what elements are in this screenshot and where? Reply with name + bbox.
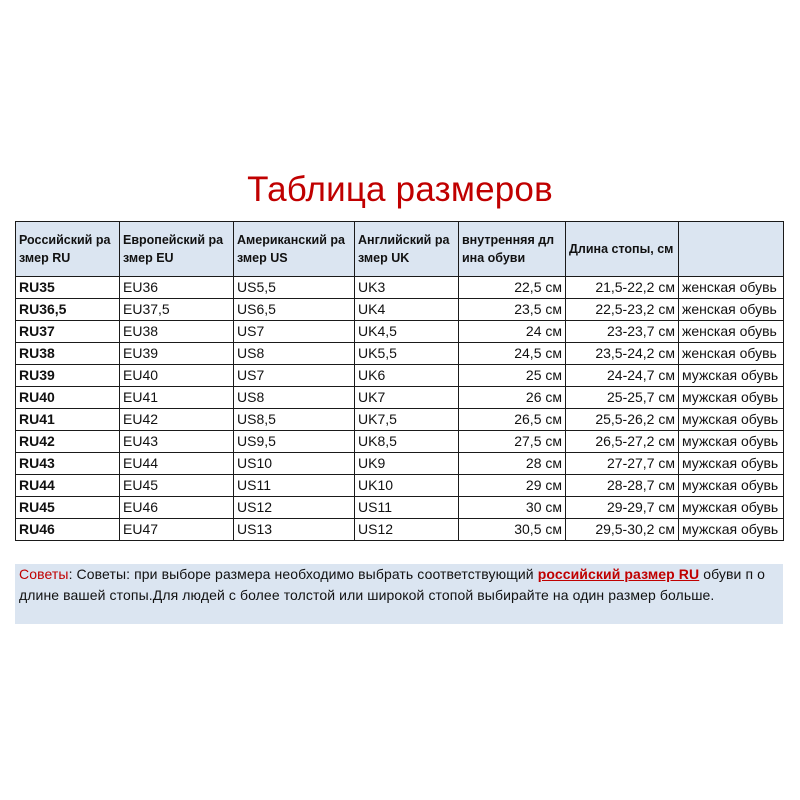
table-body (16, 277, 784, 541)
cell-shoe-type: женская обувь (679, 321, 784, 343)
cell-inner-length: 30,5 см (459, 519, 566, 541)
cell-us-size: US8 (234, 343, 355, 365)
cell-eu-size: EU47 (120, 519, 234, 541)
cell-eu-size: EU41 (120, 387, 234, 409)
cell-ru-size: RU36,5 (16, 299, 120, 321)
table-row (16, 365, 784, 387)
cell-uk-size: UK6 (355, 365, 459, 387)
cell-shoe-type: мужская обувь (679, 431, 784, 453)
cell-uk-size: US12 (355, 519, 459, 541)
tips-highlight: российский размер RU (537, 566, 700, 582)
cell-us-size: US13 (234, 519, 355, 541)
cell-uk-size: UK10 (355, 475, 459, 497)
cell-shoe-type: мужская обувь (679, 497, 784, 519)
table-row (16, 453, 784, 475)
cell-foot-length: 29,5-30,2 см (566, 519, 679, 541)
cell-uk-size: UK4 (355, 299, 459, 321)
cell-inner-length: 23,5 см (459, 299, 566, 321)
size-table (15, 221, 784, 541)
cell-foot-length: 22,5-23,2 см (566, 299, 679, 321)
cell-ru-size: RU38 (16, 343, 120, 365)
cell-foot-length: 23,5-24,2 см (566, 343, 679, 365)
cell-shoe-type: мужская обувь (679, 453, 784, 475)
page-title: Таблица размеров (247, 170, 553, 209)
cell-inner-length: 24,5 см (459, 343, 566, 365)
cell-us-size: US12 (234, 497, 355, 519)
cell-eu-size: EU40 (120, 365, 234, 387)
cell-uk-size: UK4,5 (355, 321, 459, 343)
cell-us-size: US11 (234, 475, 355, 497)
table-row (16, 519, 784, 541)
cell-ru-size: RU41 (16, 409, 120, 431)
header-foot-length: Длина стопы, см (566, 222, 679, 277)
cell-foot-length: 28-28,7 см (566, 475, 679, 497)
cell-shoe-type: мужская обувь (679, 387, 784, 409)
cell-eu-size: EU39 (120, 343, 234, 365)
cell-foot-length: 25,5-26,2 см (566, 409, 679, 431)
table-row (16, 343, 784, 365)
cell-ru-size: RU42 (16, 431, 120, 453)
table-row (16, 497, 784, 519)
cell-shoe-type: мужская обувь (679, 365, 784, 387)
cell-foot-length: 21,5-22,2 см (566, 277, 679, 299)
cell-eu-size: EU44 (120, 453, 234, 475)
cell-eu-size: EU45 (120, 475, 234, 497)
header-inner-length: внутренняя дл ина обуви (459, 222, 566, 277)
table-row (16, 321, 784, 343)
cell-us-size: US6,5 (234, 299, 355, 321)
cell-us-size: US10 (234, 453, 355, 475)
table-row (16, 277, 784, 299)
cell-ru-size: RU45 (16, 497, 120, 519)
cell-inner-length: 27,5 см (459, 431, 566, 453)
header-us-size: Американский ра змер US (234, 222, 355, 277)
cell-inner-length: 24 см (459, 321, 566, 343)
cell-inner-length: 26 см (459, 387, 566, 409)
cell-us-size: US5,5 (234, 277, 355, 299)
tips-note (15, 564, 783, 624)
cell-foot-length: 26,5-27,2 см (566, 431, 679, 453)
cell-us-size: US7 (234, 365, 355, 387)
cell-shoe-type: женская обувь (679, 299, 784, 321)
cell-inner-length: 26,5 см (459, 409, 566, 431)
cell-foot-length: 29-29,7 см (566, 497, 679, 519)
cell-ru-size: RU37 (16, 321, 120, 343)
cell-shoe-type: женская обувь (679, 343, 784, 365)
tips-label: Советы (19, 566, 69, 582)
cell-uk-size: UK7,5 (355, 409, 459, 431)
cell-inner-length: 29 см (459, 475, 566, 497)
table-header-row (16, 222, 784, 277)
cell-foot-length: 27-27,7 см (566, 453, 679, 475)
cell-ru-size: RU40 (16, 387, 120, 409)
cell-foot-length: 23-23,7 см (566, 321, 679, 343)
header-empty (679, 222, 784, 277)
cell-eu-size: EU36 (120, 277, 234, 299)
cell-inner-length: 22,5 см (459, 277, 566, 299)
tips-text-before: : Советы: при выборе размера необходимо выбрать соответствующий (68, 566, 538, 582)
cell-uk-size: UK8,5 (355, 431, 459, 453)
cell-shoe-type: мужская обувь (679, 519, 784, 541)
cell-shoe-type: женская обувь (679, 277, 784, 299)
cell-eu-size: EU42 (120, 409, 234, 431)
cell-shoe-type: мужская обувь (679, 409, 784, 431)
cell-uk-size: UK9 (355, 453, 459, 475)
table-row (16, 431, 784, 453)
cell-eu-size: EU43 (120, 431, 234, 453)
cell-ru-size: RU44 (16, 475, 120, 497)
cell-ru-size: RU35 (16, 277, 120, 299)
cell-us-size: US8 (234, 387, 355, 409)
cell-eu-size: EU37,5 (120, 299, 234, 321)
cell-us-size: US8,5 (234, 409, 355, 431)
header-uk-size: Английский ра змер UK (355, 222, 459, 277)
cell-inner-length: 25 см (459, 365, 566, 387)
cell-uk-size: US11 (355, 497, 459, 519)
table-row (16, 299, 784, 321)
table-row (16, 409, 784, 431)
size-table-container (15, 221, 783, 541)
header-ru-size: Российский ра змер RU (16, 222, 120, 277)
tips-text-after: обуви п о длине вашей стопы.Для людей с более толстой или широкой стопой выбирайте на один размер больше. (19, 566, 766, 603)
table-row (16, 475, 784, 497)
cell-us-size: US7 (234, 321, 355, 343)
cell-uk-size: UK3 (355, 277, 459, 299)
cell-eu-size: EU38 (120, 321, 234, 343)
cell-us-size: US9,5 (234, 431, 355, 453)
cell-ru-size: RU39 (16, 365, 120, 387)
cell-inner-length: 30 см (459, 497, 566, 519)
table-row (16, 387, 784, 409)
cell-inner-length: 28 см (459, 453, 566, 475)
cell-ru-size: RU43 (16, 453, 120, 475)
cell-uk-size: UK5,5 (355, 343, 459, 365)
header-eu-size: Европейский ра змер EU (120, 222, 234, 277)
cell-eu-size: EU46 (120, 497, 234, 519)
cell-shoe-type: мужская обувь (679, 475, 784, 497)
cell-ru-size: RU46 (16, 519, 120, 541)
cell-foot-length: 24-24,7 см (566, 365, 679, 387)
cell-uk-size: UK7 (355, 387, 459, 409)
cell-foot-length: 25-25,7 см (566, 387, 679, 409)
